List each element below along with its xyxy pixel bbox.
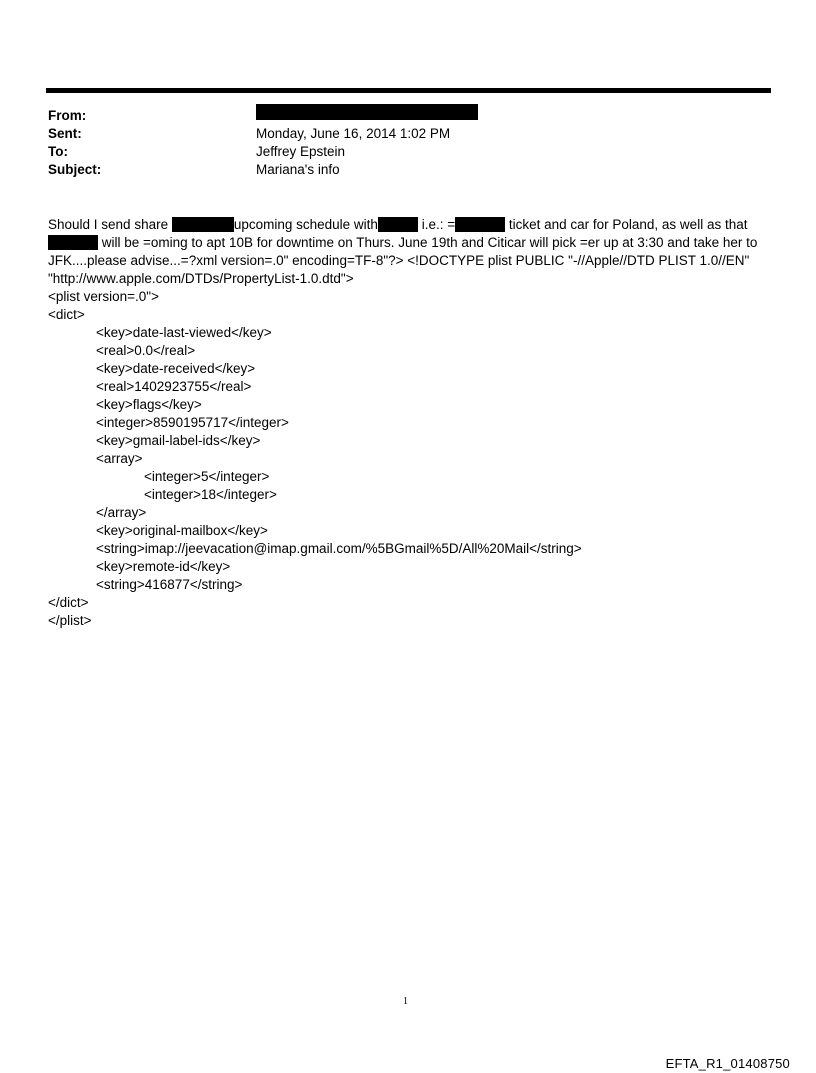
from-label: From: [48,108,87,123]
xml-line: <key>date-received</key> [96,361,256,376]
body-text-segment: ticket and car for Poland, as well as that [505,217,748,232]
xml-line: <real>0.0</real> [96,343,196,358]
sent-label: Sent: [48,126,82,141]
subject-value: Mariana's info [256,162,340,177]
body-text-segment: Should I send share [48,217,172,232]
body-line-3: JFK....please advise...=?xml version=.0" encoding=TF-8"?> <!DOCTYPE plist PUBLIC "-//Apple//DTD PLIST 1.0//EN" [48,253,750,268]
xml-line: <key>flags</key> [96,397,202,412]
body-line-2 [48,234,778,252]
to-value: Jeffrey Epstein [256,144,346,159]
xml-line: <integer>5</integer> [144,469,270,484]
body-text-segment: i.e.: = [417,217,456,232]
xml-line: </plist> [48,613,92,628]
email-body [48,216,778,630]
sent-value: Monday, June 16, 2014 1:02 PM [256,126,451,141]
redaction-bar [378,217,418,232]
xml-line: </array> [96,505,147,520]
body-line-4: "http://www.apple.com/DTDs/PropertyList-1.0.dtd"> [48,271,354,286]
body-line-1 [48,216,778,234]
xml-line: <integer>8590195717</integer> [96,415,289,430]
redaction-bar [455,217,505,232]
xml-line: <key>original-mailbox</key> [96,523,268,538]
body-text-segment: will be =oming to apt 10B for downtime on Thurs. June 19th and Citicar will pick =er up at 3:30 and take her to [98,235,758,250]
xml-line: <plist version=.0"> [48,289,159,304]
page-number: 1 [403,996,408,1007]
xml-line: <dict> [48,307,85,322]
redaction-bar [172,217,234,232]
document-id: EFTA_R1_01408750 [665,1056,790,1071]
xml-line: <key>date-last-viewed</key> [96,325,272,340]
subject-label: Subject: [48,162,102,177]
xml-line: <array> [96,451,143,466]
xml-line: <string>416877</string> [96,577,243,592]
to-label: To: [48,144,68,159]
xml-line: <real>1402923755</real> [96,379,252,394]
xml-line: <key>gmail-label-ids</key> [96,433,261,448]
redaction-bar [48,235,98,250]
xml-line: <integer>18</integer> [144,487,277,502]
xml-line: </dict> [48,595,89,610]
xml-line: <key>remote-id</key> [96,559,231,574]
xml-line: <string>imap://jeevacation@imap.gmail.com/%5BGmail%5D/All%20Mail</string> [96,541,582,556]
redaction-bar [256,104,478,120]
body-text-segment: upcoming schedule with [233,217,378,232]
from-value-redacted [256,104,478,122]
header-rule [46,88,771,93]
